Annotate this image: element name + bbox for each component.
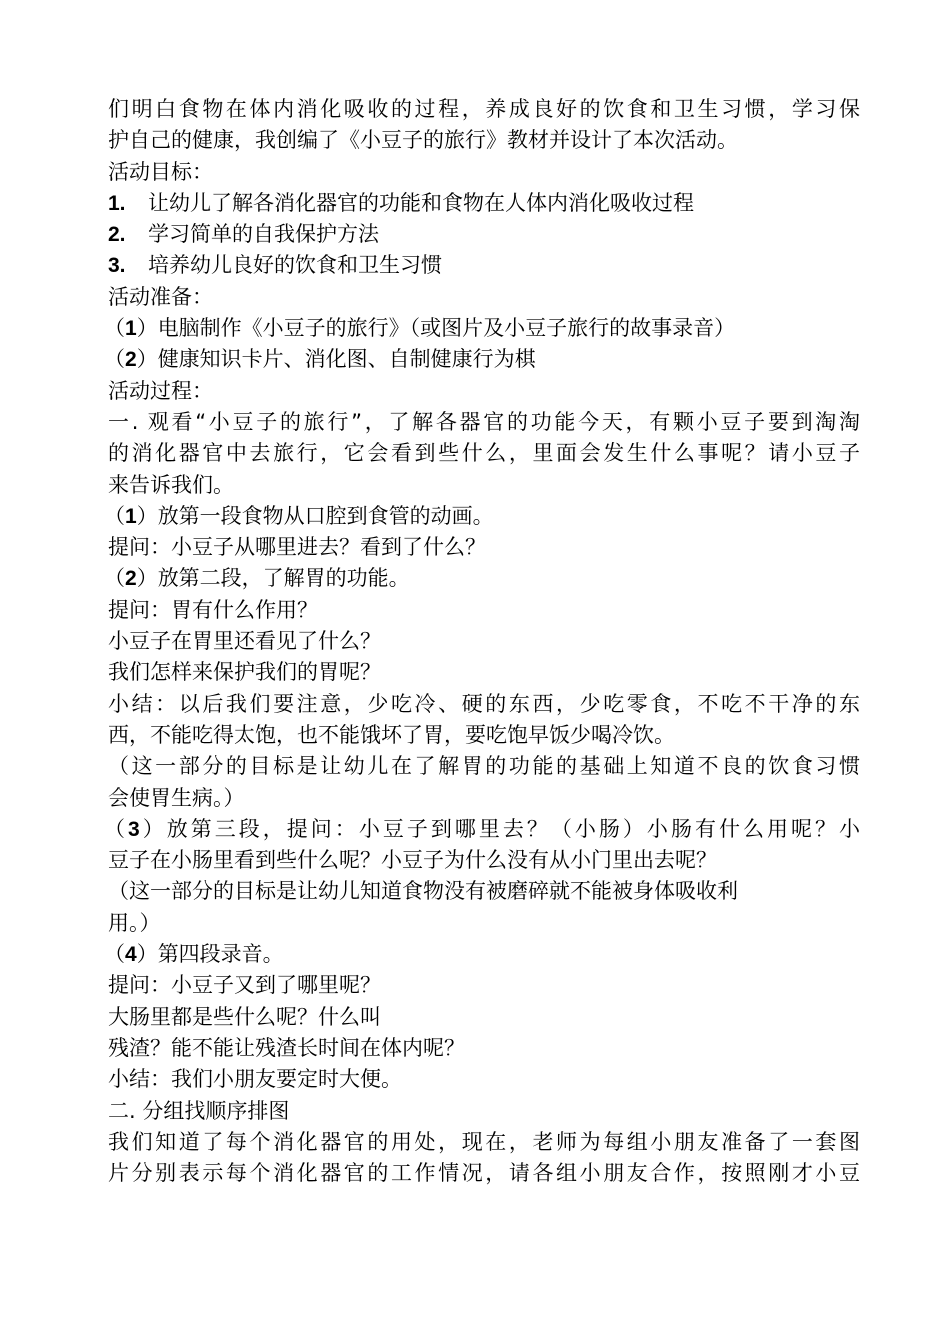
paren-close: ） <box>136 942 158 967</box>
paren-close: ） <box>139 816 167 841</box>
text-line <box>104 344 860 375</box>
text-line <box>108 157 860 188</box>
paren-close: ） <box>136 503 158 528</box>
line-text: 活动目标： <box>108 159 213 184</box>
line-text: 放第三段，提问：小豆子到哪里去？（小肠）小肠有什么用呢？小 <box>166 816 861 841</box>
paren-open: （ <box>104 816 129 841</box>
text-line <box>108 470 860 501</box>
text-line <box>108 282 860 313</box>
text-line <box>108 1064 860 1095</box>
line-text: 小豆子在胃里还看见了什么？ <box>108 629 381 654</box>
item-number: 1 <box>125 317 137 341</box>
line-text: 提问：小豆子又到了哪里呢？ <box>108 973 381 998</box>
text-line <box>108 689 860 720</box>
list-number: 2. <box>108 223 126 247</box>
line-text: 活动准备： <box>108 284 213 309</box>
text-line <box>104 814 861 845</box>
line-text: 提问：小豆子从哪里进去？看到了什么？ <box>108 535 486 560</box>
item-number: 1 <box>125 504 137 528</box>
line-text: 豆子在小肠里看到些什么呢？小豆子为什么没有从小门里出去呢？ <box>108 848 717 873</box>
text-line <box>108 783 860 814</box>
line-text: （这一部分的目标是让幼儿知道食物没有被磨碎就不能被身体吸收利 <box>108 879 738 904</box>
paren-open: （ <box>104 566 125 591</box>
line-text: 放第二段，了解胃的功能。 <box>157 566 410 591</box>
text-line <box>104 313 860 344</box>
line-text: 的消化器官中去旅行，它会看到些什么，里面会发生什么事呢？请小豆子 <box>108 441 860 466</box>
text-line <box>108 876 860 907</box>
line-text: 活动过程： <box>108 378 213 403</box>
item-number: 2 <box>125 348 137 372</box>
line-text: 一. 观看“小豆子的旅行”，了解各器官的功能今天，有颗小豆子要到淘淘 <box>108 409 860 434</box>
line-text: 电脑制作《小豆子的旅行》（或图片及小豆子旅行的故事录音） <box>157 316 736 341</box>
line-text: 片分别表示每个消化器官的工作情况，请各组小朋友合作，按照刚才小豆 <box>108 1161 860 1186</box>
text-line <box>104 563 860 594</box>
text-line <box>108 970 860 1001</box>
text-line <box>108 1033 860 1064</box>
line-text: 来告诉我们。 <box>108 472 234 497</box>
line-text: 会使胃生病。） <box>108 785 245 810</box>
text-line <box>108 219 860 250</box>
item-number: 3 <box>128 817 140 841</box>
list-number: 1. <box>108 191 126 215</box>
text-line <box>104 939 860 970</box>
text-line <box>108 751 860 782</box>
paren-open: （ <box>104 503 125 528</box>
line-text: （这一部分的目标是让幼儿在了解胃的功能的基础上知道不良的饮食习惯 <box>108 754 860 779</box>
line-text: 护自己的健康，我创编了《小豆子的旅行》教材并设计了本次活动。 <box>108 128 738 153</box>
list-number: 3. <box>108 254 126 278</box>
paren-open: （ <box>104 316 125 341</box>
item-number: 4 <box>125 943 137 967</box>
line-text: 残渣？能不能让残渣长时间在体内呢？ <box>108 1035 465 1060</box>
text-line <box>108 125 860 156</box>
line-text: 我们知道了每个消化器官的用处，现在，老师为每组小朋友准备了一套图 <box>108 1129 860 1154</box>
line-text: 西，不能吃得太饱，也不能饿坏了胃，要吃饱早饭少喝冷饮。 <box>108 722 675 747</box>
text-line <box>108 1127 860 1158</box>
line-text: 放第一段食物从口腔到食管的动画。 <box>157 503 494 528</box>
text-line <box>108 845 860 876</box>
line-text: 第四段录音。 <box>157 942 284 967</box>
text-line <box>108 188 860 219</box>
paren-open: （ <box>104 942 125 967</box>
text-line <box>108 595 860 626</box>
text-line <box>108 376 860 407</box>
line-text: 让幼儿了解各消化器官的功能和食物在人体内消化吸收过程 <box>148 190 694 215</box>
line-text: 我们怎样来保护我们的胃呢？ <box>108 660 381 685</box>
line-text: 培养幼儿良好的饮食和卫生习惯 <box>148 253 442 278</box>
text-line <box>108 1096 860 1127</box>
text-line <box>108 1158 860 1189</box>
line-text: 健康知识卡片、消化图、自制健康行为棋 <box>157 347 536 372</box>
line-text: 提问：胃有什么作用？ <box>108 597 318 622</box>
document-page <box>104 94 861 1189</box>
line-text: 小结：我们小朋友要定时大便。 <box>108 1067 402 1092</box>
line-text: 学习简单的自我保护方法 <box>148 222 379 247</box>
text-line <box>108 657 860 688</box>
line-text: 大肠里都是些什么呢？什么叫 <box>108 1004 381 1029</box>
item-number: 2 <box>125 567 137 591</box>
text-line <box>108 1002 860 1033</box>
text-line <box>108 626 860 657</box>
text-line <box>108 250 860 281</box>
paren-close: ） <box>136 316 158 341</box>
text-line <box>108 438 860 469</box>
text-line <box>108 407 860 438</box>
paren-open: （ <box>104 347 125 372</box>
paren-close: ） <box>136 566 158 591</box>
text-line <box>108 720 860 751</box>
line-text: 小结：以后我们要注意，少吃冷、硬的东西，少吃零食，不吃不干净的东 <box>108 691 860 716</box>
line-text: 二. 分组找顺序排图 <box>108 1098 290 1123</box>
text-line <box>108 94 860 125</box>
line-text: 用。） <box>108 910 161 935</box>
text-line <box>108 908 860 939</box>
text-line <box>104 501 860 532</box>
line-text: 们明白食物在体内消化吸收的过程，养成良好的饮食和卫生习惯，学习保 <box>108 97 860 121</box>
text-line <box>108 532 860 563</box>
paren-close: ） <box>136 347 158 372</box>
